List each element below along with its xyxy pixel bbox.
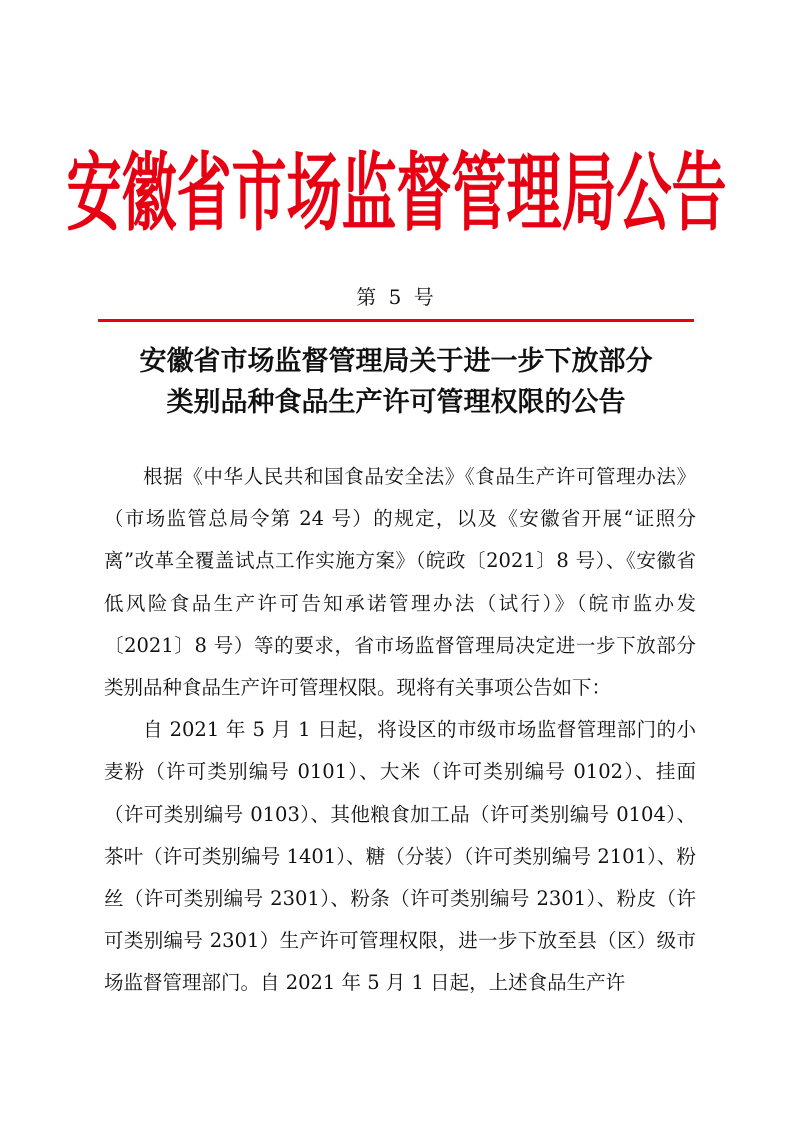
body-paragraph-1: 根据《中华人民共和国食品安全法》《食品生产许可管理办法》（市场监管总局令第 24 号）的规定，以及《安徽省开展“证照分离”改革全覆盖试点工作实施方案》（皖政〔2021〕8 号）、《安徽省低风险食品生产许可告知承诺管理办法（试行）》（皖市监办发〔2021〕8 号）等的要求，省市场监督管理局决定进一步下放部分类别品种食品生产许可管理权限。现将有关事项公告如下： bbox=[104, 465, 696, 700]
announcement-title-line-2: 类别品种食品生产许可管理权限的公告 bbox=[166, 387, 626, 418]
document-number: 第 5 号 bbox=[356, 285, 437, 309]
announcement-body bbox=[104, 456, 696, 1005]
announcement-title bbox=[98, 341, 694, 423]
red-divider-line bbox=[98, 319, 694, 322]
agency-masthead-text: 安徽省市场监督管理局公告 bbox=[66, 143, 727, 243]
body-paragraph-2: 自 2021 年 5 月 1 日起，将设区的市级市场监督管理部门的小麦粉（许可类别编号 0101）、大米（许可类别编号 0102）、挂面（许可类别编号 0103）、其他粮食加工品（许可类别编号 0104）、茶叶（许可类别编号 1401）、糖（分装）（许可类别编号 2101）、粉丝（许可类别编号 2301）、粉条（许可类别编号 2301）、粉皮（许可类别编号 2301）生产许可管理权限，进一步下放至县（区）级市场监督管理部门。自 2021 年 5 月 1 日起，上述食品生产许 bbox=[104, 718, 696, 995]
agency-masthead-title bbox=[0, 138, 793, 248]
announcement-title-line-1: 安徽省市场监督管理局关于进一步下放部分 bbox=[139, 346, 653, 377]
